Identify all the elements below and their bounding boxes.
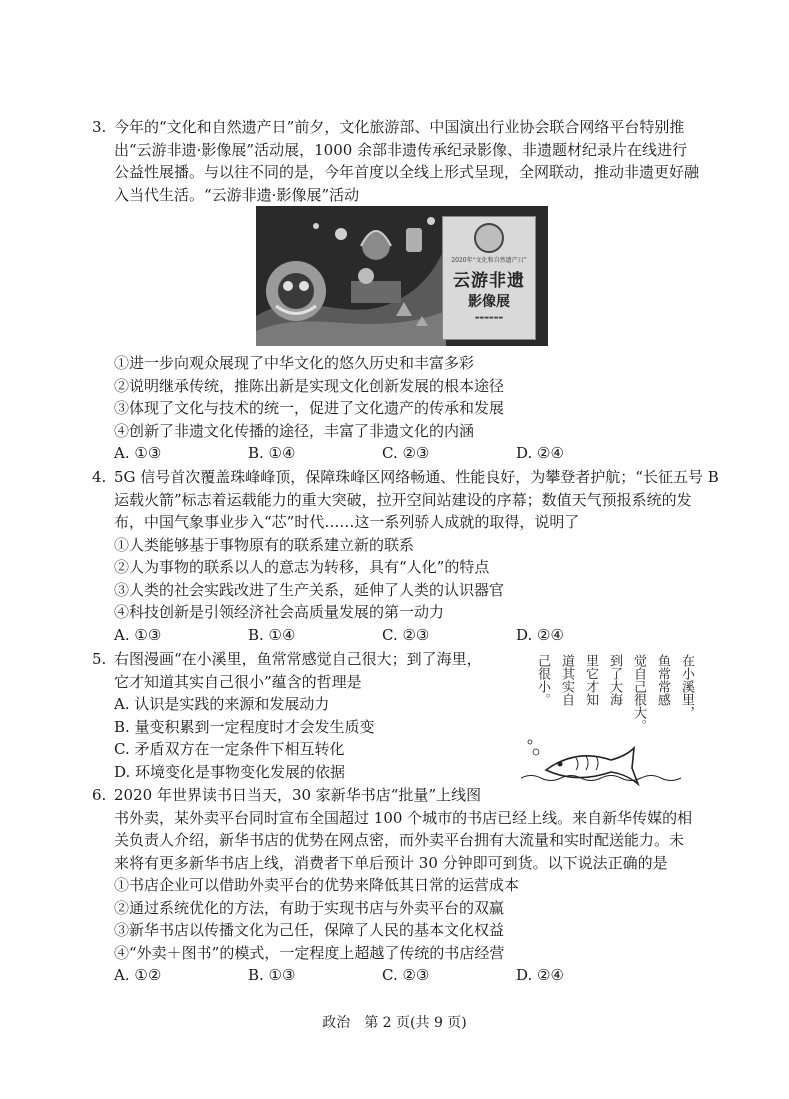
- statement: ①进一步向观众展现了中华文化的悠久历史和丰富多彩: [114, 354, 475, 372]
- option-d: D. ②④: [516, 966, 564, 984]
- option-c: C. ②③: [382, 444, 430, 462]
- question-4: [92, 466, 722, 646]
- comic-text-column: 里它才知: [583, 654, 598, 706]
- question-3-line-2: 出“云游非遗·影像展”活动展，1000 余部非遗传承纪录影像、非遗题材纪录片在线进行: [114, 140, 688, 159]
- question-5-line-2: 它才知道其实自己很小”蕴含的哲理是: [114, 672, 362, 691]
- question-5-line-1: 5. 右图漫画“在小溪里，鱼常常感觉自己很大；到了海里，: [92, 648, 512, 671]
- comic-text-column: 鱼常常感: [655, 654, 670, 706]
- option-d: D. 环境变化是事物变化发展的依据: [114, 762, 346, 781]
- statement: ①人类能够基于事物原有的联系建立新的联系: [114, 535, 415, 554]
- statement: ③人类的社会实践改进了生产关系，延伸了人类的认识器官: [114, 580, 505, 599]
- poster-small-title: 2020年“文化和自然遗产日”: [451, 257, 527, 264]
- answer-options: [92, 442, 722, 465]
- option-b: B. ①④: [248, 444, 296, 462]
- option-c: C. ②③: [382, 966, 430, 984]
- question-5: [92, 648, 512, 783]
- option-a: A. ①③: [114, 444, 162, 462]
- question-6-line-3: 关负责人介绍，新华书店的优势在网点密，而外卖平台拥有大流量和实时配送能力。未: [114, 831, 685, 849]
- question-3-line-1: 3. 今年的“文化和自然遗产日”前夕，文化旅游部、中国演出行业协会联合网络平台特别推: [92, 116, 722, 139]
- comic-text-column: 道其实自: [559, 654, 574, 706]
- question-6-line-2: 书外卖，某外卖平台同时宣布全国超过 100 个城市的书店已经上线。来自新华传媒的相: [114, 808, 693, 827]
- question-number: 5.: [92, 650, 107, 668]
- option-c: C. 矛盾双方在一定条件下相互转化: [114, 740, 345, 758]
- question-4-line-3: 布，中国气象事业步入“芯”时代……这一系列骄人成就的取得，说明了: [114, 513, 580, 531]
- statement: ③新华书店以传播文化为己任，保障了人民的基本文化权益: [114, 921, 505, 939]
- comic-text-column: 觉自己很大。: [631, 654, 646, 732]
- poster-title-panel: [442, 216, 536, 340]
- option-b: B. ①④: [248, 625, 296, 644]
- question-number: 3.: [92, 118, 107, 136]
- exhibition-poster-image: [256, 206, 548, 346]
- option-a: A. ①③: [114, 625, 162, 644]
- small-fish-icon: [516, 728, 696, 786]
- question-6-line-4: 来将有更多新华书店上线，消费者下单后预计 30 分钟即可到货。以下说法正确的是: [114, 853, 668, 872]
- heritage-logo-icon: [474, 223, 504, 253]
- option-a: A. 认识是实践的来源和发展动力: [114, 695, 330, 713]
- question-4-line-1: 4. 5G 信号首次覆盖珠峰峰顶，保障珠峰区网络畅通、性能良好，为攀登者护航；“长征五号 B: [92, 466, 722, 489]
- statement: ②通过系统优化的方法，有助于实现书店与外卖平台的双赢: [114, 898, 505, 917]
- poster-title-line-2: 影像展: [468, 294, 510, 310]
- option-c: C. ②③: [382, 625, 430, 644]
- page-footer: 政治 第 2 页(共 9 页): [322, 1015, 467, 1031]
- comic-text-column: 在小溪里，: [679, 654, 694, 719]
- question-number: 6.: [92, 786, 107, 804]
- question-3-line-4: 入当代生活。“云游非遗·影像展”活动: [114, 185, 360, 204]
- statement: ④“外卖＋图书”的模式，一定程度上超越了传统的书店经营: [114, 943, 505, 962]
- comic-text-column: 到了大海: [607, 654, 622, 706]
- question-6-line-1: 6. 2020 年世界读书日当天，30 家新华书店“批量”上线图: [92, 784, 722, 807]
- answer-options: [92, 964, 722, 987]
- question-4-line-2: 运载火箭”标志着运载能力的重大突破，拉开空间站建设的序幕；数值天气预报系统的发: [114, 490, 692, 509]
- option-b: B. 量变积累到一定程度时才会发生质变: [114, 717, 375, 736]
- fish-comic-image: [516, 648, 696, 786]
- poster-fine-print: ▬▬▬▬▬▬: [474, 315, 504, 321]
- question-3-line-3: 公益性展播。与以往不同的是，今年首度以全线上形式呈现，全网联动，推动非遗更好融: [114, 163, 700, 181]
- statement: ②说明继承传统，推陈出新是实现文化创新发展的根本途径: [114, 376, 505, 395]
- answer-options: [92, 624, 722, 647]
- question-3-choices: [92, 352, 722, 465]
- option-b: B. ①③: [248, 966, 296, 984]
- statement: ①书店企业可以借助外卖平台的优势来降低其日常的运营成本: [114, 876, 520, 894]
- option-a: A. ①②: [114, 966, 162, 984]
- statement: ④科技创新是引领经济社会高质量发展的第一动力: [114, 603, 445, 621]
- option-d: D. ②④: [516, 444, 564, 462]
- poster-title-line-1: 云游非遗: [453, 271, 525, 291]
- question-6: [92, 784, 722, 987]
- question-number: 4.: [92, 468, 107, 486]
- statement: ④创新了非遗文化传播的途径，丰富了非遗文化的内涵: [114, 421, 475, 440]
- comic-text-column: 己很小。: [535, 654, 550, 706]
- question-3: [92, 116, 722, 206]
- statement: ②人为事物的联系以人的意志为转移，具有“人化”的特点: [114, 558, 490, 576]
- statement: ③体现了文化与技术的统一，促进了文化遗产的传承和发展: [114, 399, 505, 417]
- option-d: D. ②④: [516, 625, 564, 644]
